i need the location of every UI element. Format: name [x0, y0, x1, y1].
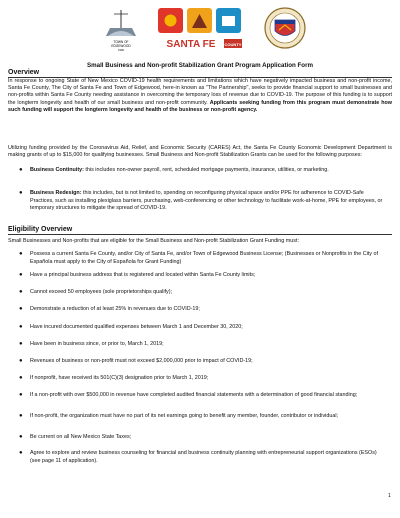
header	[0, 0, 400, 58]
eligibility-item-text: Demonstrate a reduction of at least 25% in revenues due to COVID-19;	[30, 306, 200, 312]
eligibility-item	[19, 289, 385, 297]
eligibility-item-text: Revenues of business or non-profit must not exceed $2,000,000 prior to impact of COVID-19;	[30, 358, 253, 364]
svg-text:EDGEWOOD: EDGEWOOD	[111, 44, 131, 48]
eligibility-item	[19, 392, 385, 400]
eligibility-item	[19, 251, 385, 266]
eligibility-item	[19, 375, 385, 383]
bullet-icon: ●	[19, 341, 23, 347]
bullet-icon: ●	[19, 392, 23, 398]
bullet-icon: ●	[19, 450, 23, 456]
bullet-icon: ●	[19, 358, 23, 364]
bullet-icon: ●	[19, 413, 23, 419]
eligibility-item	[19, 324, 385, 332]
eligibility-item	[19, 306, 385, 314]
bullet-label: Business Continuity:	[30, 167, 84, 173]
bullet-text: this includes non-owner payroll, rent, scheduled mortgage payments, insurance, utilities, or marketing.	[83, 167, 329, 173]
eligibility-item	[19, 450, 385, 465]
svg-text:COUNTY: COUNTY	[224, 42, 242, 47]
eligibility-item-text: If a non-profit with over $500,000 in revenue have completed audited financial statements with a determination of good financial standing;	[30, 392, 358, 398]
purpose-bullet	[19, 190, 385, 213]
eligibility-item	[19, 272, 385, 280]
overview-bold-text: Applicants seeking funding from this program must demonstrate how such funding will support the longterm longevity and health of the business or non-profit agency.	[8, 99, 392, 113]
eligibility-item-text: If non-profit, the organization must have no part of its net earnings going to benefit any member, founder, contributor or individual;	[30, 413, 339, 419]
bullet-icon: ●	[19, 272, 23, 278]
eligibility-item-text: Have a principal business address that is registered and located within Santa Fe County limits;	[30, 272, 256, 278]
bullet-label: Business Redesign:	[30, 190, 82, 196]
eligibility-item-text: Have been in business since, or prior to, March 1, 2019;	[30, 341, 164, 347]
eligibility-item-text: Be current on all New Mexico State Taxes;	[30, 434, 132, 440]
eligibility-intro: Small Businesses and Non-profits that are eligible for the Small Business and Non-profit Stabilization Grant Funding must:	[8, 238, 299, 244]
eligibility-item	[19, 341, 385, 349]
santa-fe-county-logo	[156, 6, 244, 54]
eligibility-item-text: If nonprofit, have received its 501(C)(3) designation prior to March 1, 2019;	[30, 375, 209, 381]
eligibility-heading: Eligibility Overview	[8, 226, 392, 235]
bullet-icon: ●	[19, 434, 23, 440]
eligibility-item	[19, 434, 385, 442]
bullet-icon: ●	[19, 324, 23, 330]
svg-text:1999: 1999	[118, 49, 124, 52]
page-number: 1	[388, 493, 391, 499]
overview-heading: Overview	[8, 69, 392, 78]
svg-text:SANTA FE: SANTA FE	[166, 39, 216, 50]
eligibility-item-text: Cannot exceed 50 employees (sole proprietorships qualify);	[30, 289, 173, 295]
bullet-text: this includes, but is not limited to, spending on reconfiguring physical space and/or PPE for adherence to COVID-Safe Practices, such as installing plexiglass barriers, purchasing, web-conferencing or other technology to facilitate work-at-home, PPE for employees, or temporary structures to mitigate the spread of COVID-19.	[30, 190, 383, 212]
bullet-icon: ●	[19, 289, 23, 295]
eligibility-item-text: Possess a current Santa Fe County, and/or City of Santa Fe, and/or Town of Edgewood Business License; (Businesses or Nonprofits in the City of Española must apply to the City of Española for Grant Funding)	[30, 251, 378, 265]
city-of-santa-fe-seal	[263, 6, 307, 50]
overview-text: In response to ongoing State of New Mexico COVID-19 health requirements and limitations which have negatively impacted business and non-profit income, Santa Fe County, The City of Santa Fe and Town of Edgewood, here-in known as "The Partnership", seeks to provide financial support to small businesses and non-profits within Santa Fe County needing assistance in overcoming the temporary loss of revenue due to COVID-19. The purpose of this funding is to support the longterm longevity and health of our small business and non-profit community.	[8, 78, 392, 106]
bullet-icon: ●	[19, 190, 23, 196]
document-title: Small Business and Non-profit Stabilization Grant Program Application Form	[87, 62, 313, 69]
eligibility-item-text: Agree to explore and review business counseling for financial and business continuity planning with entrepreneurial support organizations (ESOs) (see page 11 of application).	[30, 450, 377, 464]
funding-paragraph: Utilizing funding provided by the Coronavirus Aid, Relief, and Economic Security (CARES) Act, the Santa Fe County Economic Development Department is making grants of up to $15,000 for qualifying businesses. Small Business and Non-profit Stabilization Grants can be used for the following purposes:	[8, 145, 392, 159]
eligibility-item-text: Have incured documented qualified expenses between March 1 and December 30, 2020;	[30, 324, 243, 330]
eligibility-item	[19, 413, 385, 421]
eligibility-item	[19, 358, 385, 366]
bullet-icon: ●	[19, 306, 23, 312]
bullet-icon: ●	[19, 167, 23, 173]
bullet-icon: ●	[19, 251, 23, 257]
svg-text:TOWN OF: TOWN OF	[113, 40, 129, 44]
town-of-edgewood-logo	[100, 6, 142, 54]
purpose-bullet	[19, 167, 385, 175]
bullet-icon: ●	[19, 375, 23, 381]
overview-paragraph	[8, 78, 392, 114]
